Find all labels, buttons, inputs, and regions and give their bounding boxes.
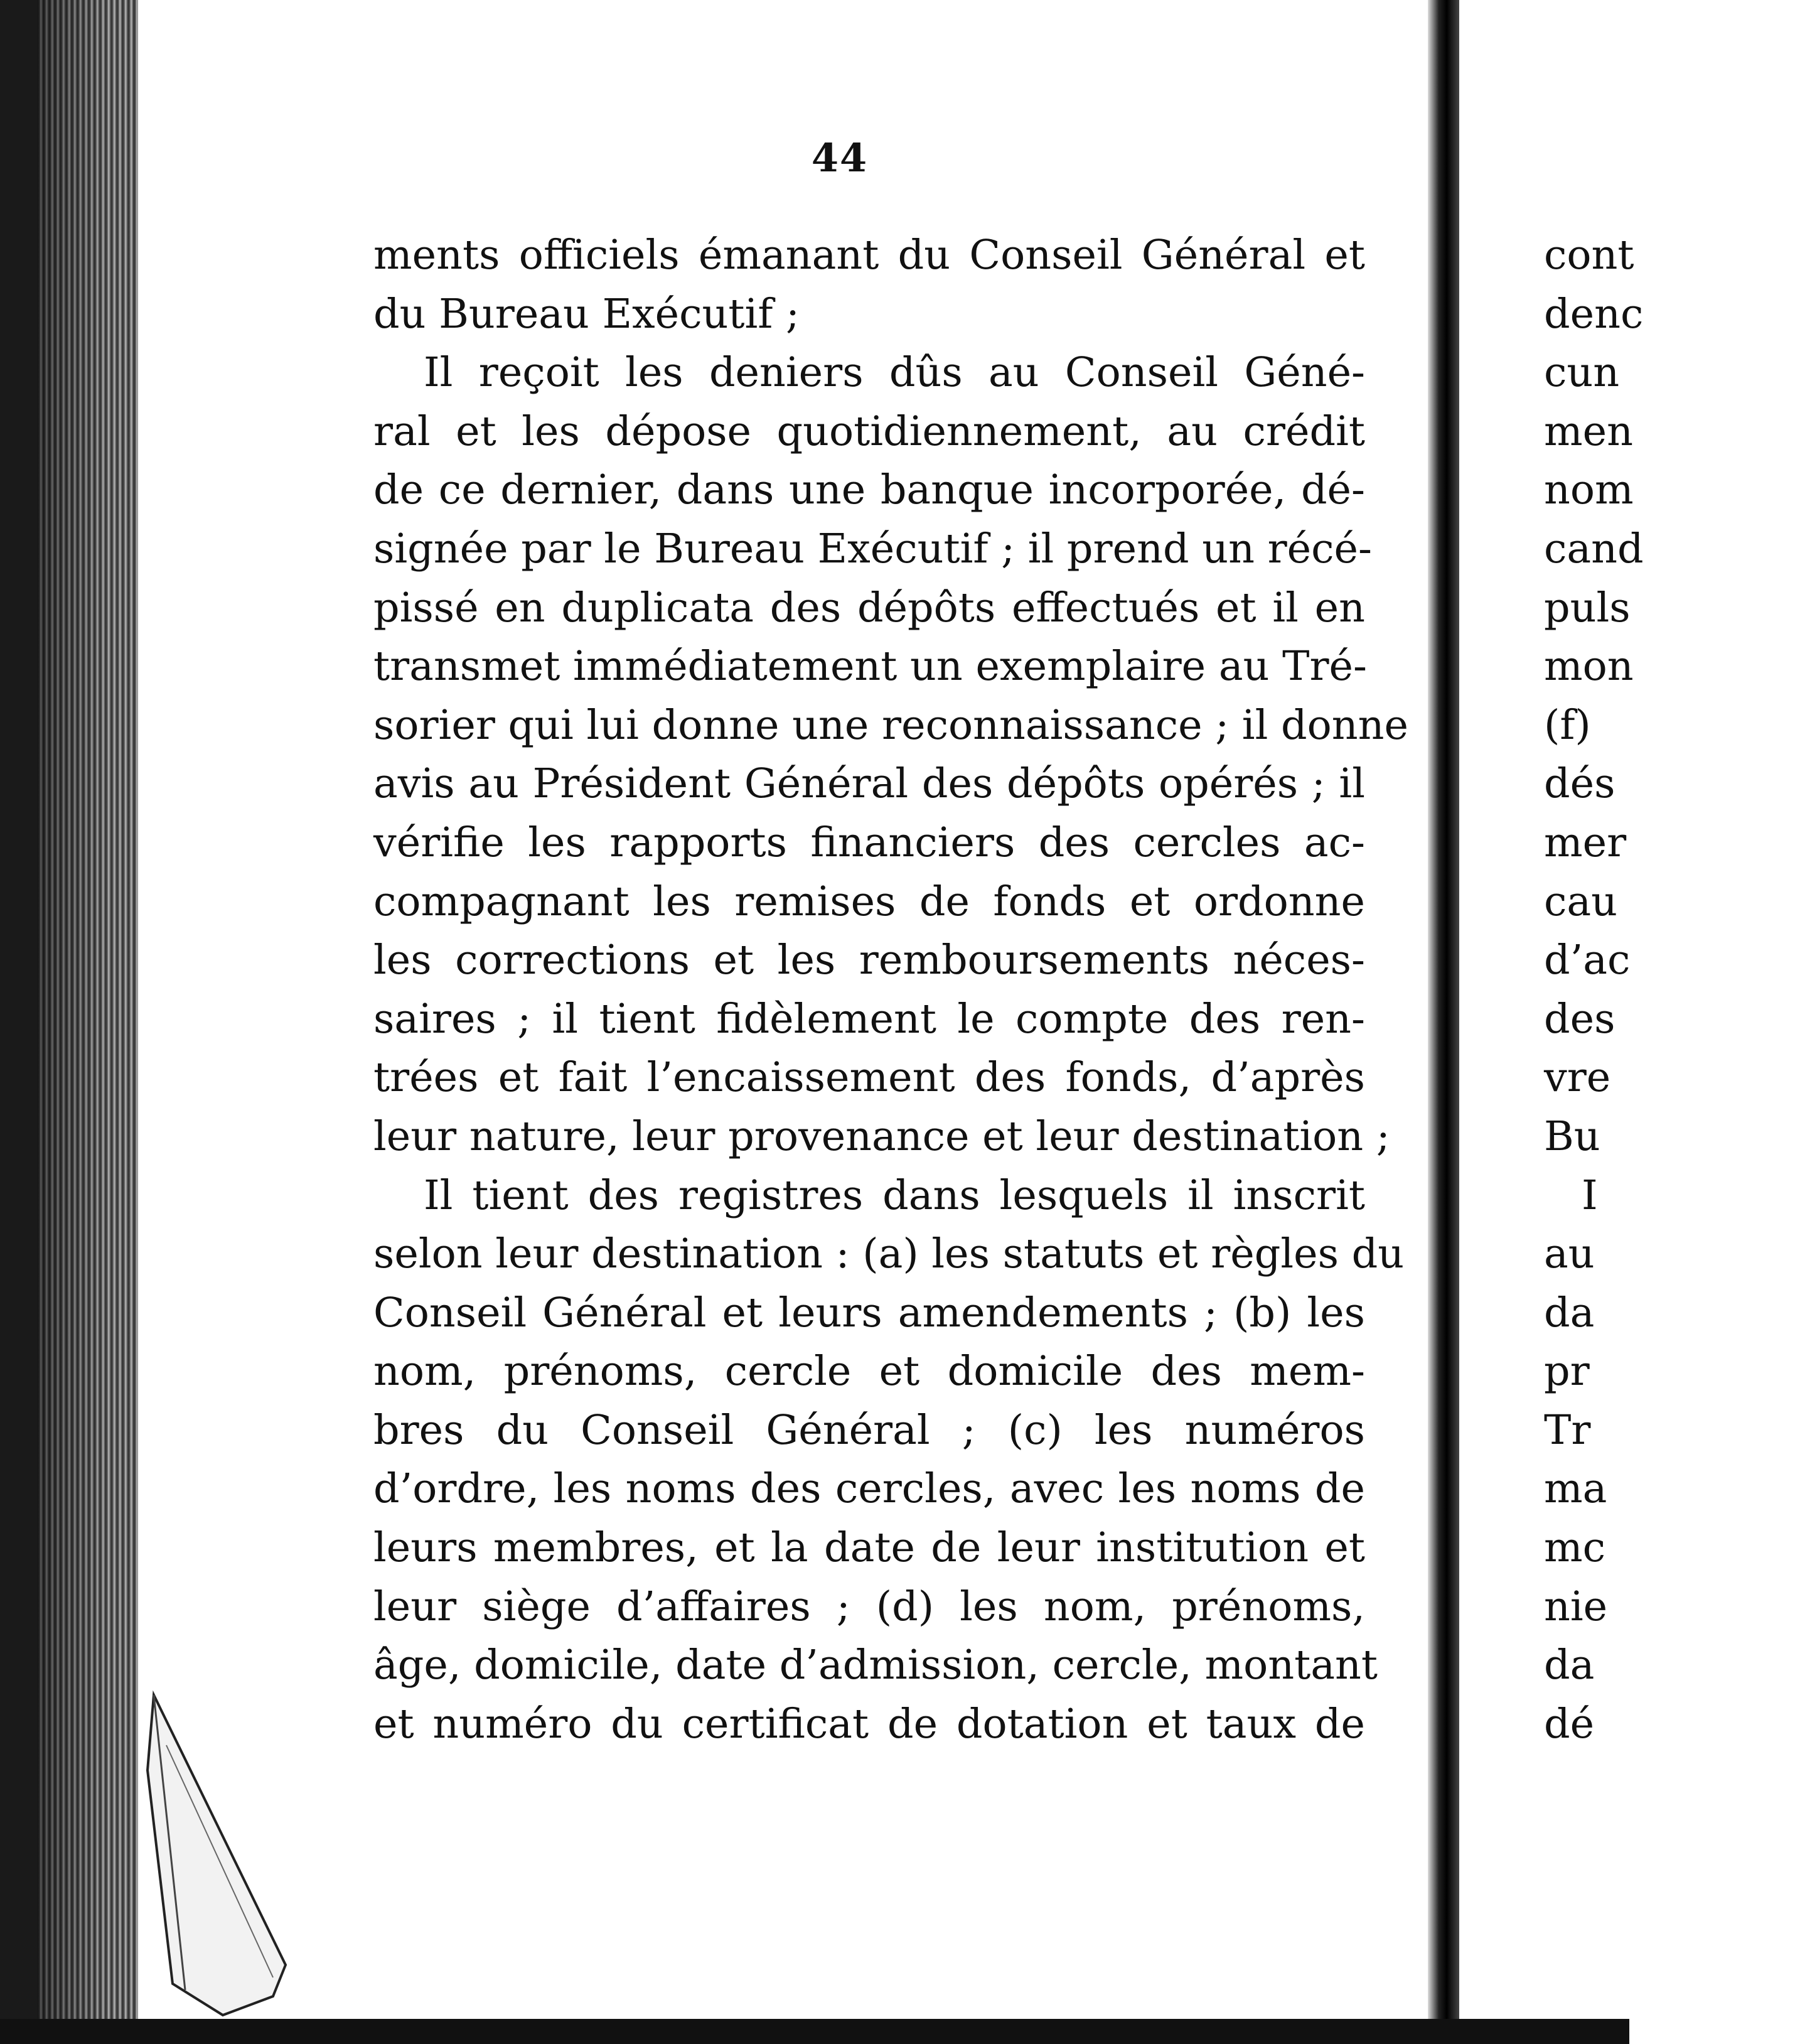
text-line: âge, domicile, date d’admission, cercle, montant — [373, 1642, 1378, 1689]
text-line: ma — [1544, 1465, 1607, 1513]
text-line: leur siège d’affaires ; (d) les nom, prénoms, — [373, 1583, 1365, 1630]
text-line: les corrections et les remboursements néces- — [373, 937, 1365, 984]
text-line: cau — [1544, 878, 1618, 925]
book-page-edges — [38, 0, 138, 2044]
text-line: sorier qui lui donne une reconnaissance ; il donne — [373, 701, 1408, 749]
text-line: de ce dernier, dans une banque incorporée, dé- — [373, 466, 1365, 514]
text-line: et numéro du certificat de dotation et taux de — [373, 1700, 1365, 1748]
text-line: transmet immédiatement un exemplaire au Tré- — [373, 643, 1367, 691]
text-line: pr — [1544, 1348, 1590, 1396]
text-line: pissé en duplicata des dépôts effectués et il en — [373, 584, 1365, 632]
text-line: leurs membres, et la date de leur institution et — [373, 1524, 1365, 1572]
text-line: da — [1544, 1642, 1595, 1689]
text-line: da — [1544, 1289, 1595, 1337]
text-line: nom, prénoms, cercle et domicile des mem- — [373, 1348, 1365, 1396]
page-number: 44 — [811, 135, 869, 181]
text-line: du Bureau Exécutif ; — [373, 290, 800, 338]
text-line: I — [1582, 1171, 1598, 1219]
folded-corner-icon — [147, 1695, 292, 2021]
text-line: vre — [1544, 1054, 1611, 1102]
text-line: mer — [1544, 819, 1627, 866]
text-line: au — [1544, 1230, 1595, 1278]
text-line: nie — [1544, 1583, 1608, 1630]
next-page-text — [1544, 226, 1795, 1753]
scan-border — [0, 0, 38, 2044]
text-line: leur nature, leur provenance et leur destination ; — [373, 1112, 1390, 1160]
text-line: nom — [1544, 466, 1634, 514]
text-line: ments officiels émanant du Conseil Général et — [373, 232, 1365, 279]
book-page-right-partial — [1459, 0, 1644, 2044]
text-line: (f) — [1544, 701, 1591, 749]
text-line: vérifie les rapports financiers des cercles ac- — [373, 819, 1365, 866]
text-line: cand — [1544, 525, 1644, 573]
text-line: Il reçoit les deniers dûs au Conseil Géné- — [424, 349, 1365, 397]
scan-border-bottom — [0, 2019, 1629, 2044]
text-line: ral et les dépose quotidiennement, au crédit — [373, 407, 1365, 455]
text-line: d’ac — [1544, 937, 1631, 984]
text-line: selon leur destination : (a) les statuts et règles du — [373, 1230, 1405, 1278]
text-line: dé — [1544, 1700, 1595, 1748]
text-line: trées et fait l’encaissement des fonds, d’après — [373, 1054, 1365, 1102]
text-line: cont — [1544, 232, 1634, 279]
book-gutter — [1428, 0, 1459, 2044]
text-line: signée par le Bureau Exécutif ; il prend un récé- — [373, 525, 1372, 573]
text-line: bres du Conseil Général ; (c) les numéros — [373, 1406, 1365, 1454]
body-text — [373, 226, 1408, 1753]
text-line: mon — [1544, 643, 1634, 691]
text-line: dés — [1544, 760, 1616, 808]
text-line: cun — [1544, 349, 1620, 397]
text-line: des — [1544, 995, 1616, 1043]
text-line: avis au Président Général des dépôts opérés ; il — [373, 760, 1365, 808]
text-line: puls — [1544, 584, 1631, 632]
text-line: saires ; il tient fidèlement le compte des ren- — [373, 995, 1365, 1043]
text-line: d’ordre, les noms des cercles, avec les noms de — [373, 1465, 1365, 1513]
text-line: Tr — [1544, 1406, 1591, 1454]
text-line: compagnant les remises de fonds et ordonne — [373, 878, 1365, 925]
text-line: Bu — [1544, 1112, 1600, 1160]
text-line: mc — [1544, 1524, 1606, 1572]
text-line: Conseil Général et leurs amendements ; (b) les — [373, 1289, 1365, 1337]
text-line: Il tient des registres dans lesquels il inscrit — [424, 1171, 1365, 1219]
text-line: men — [1544, 407, 1633, 455]
text-line: denc — [1544, 290, 1644, 338]
